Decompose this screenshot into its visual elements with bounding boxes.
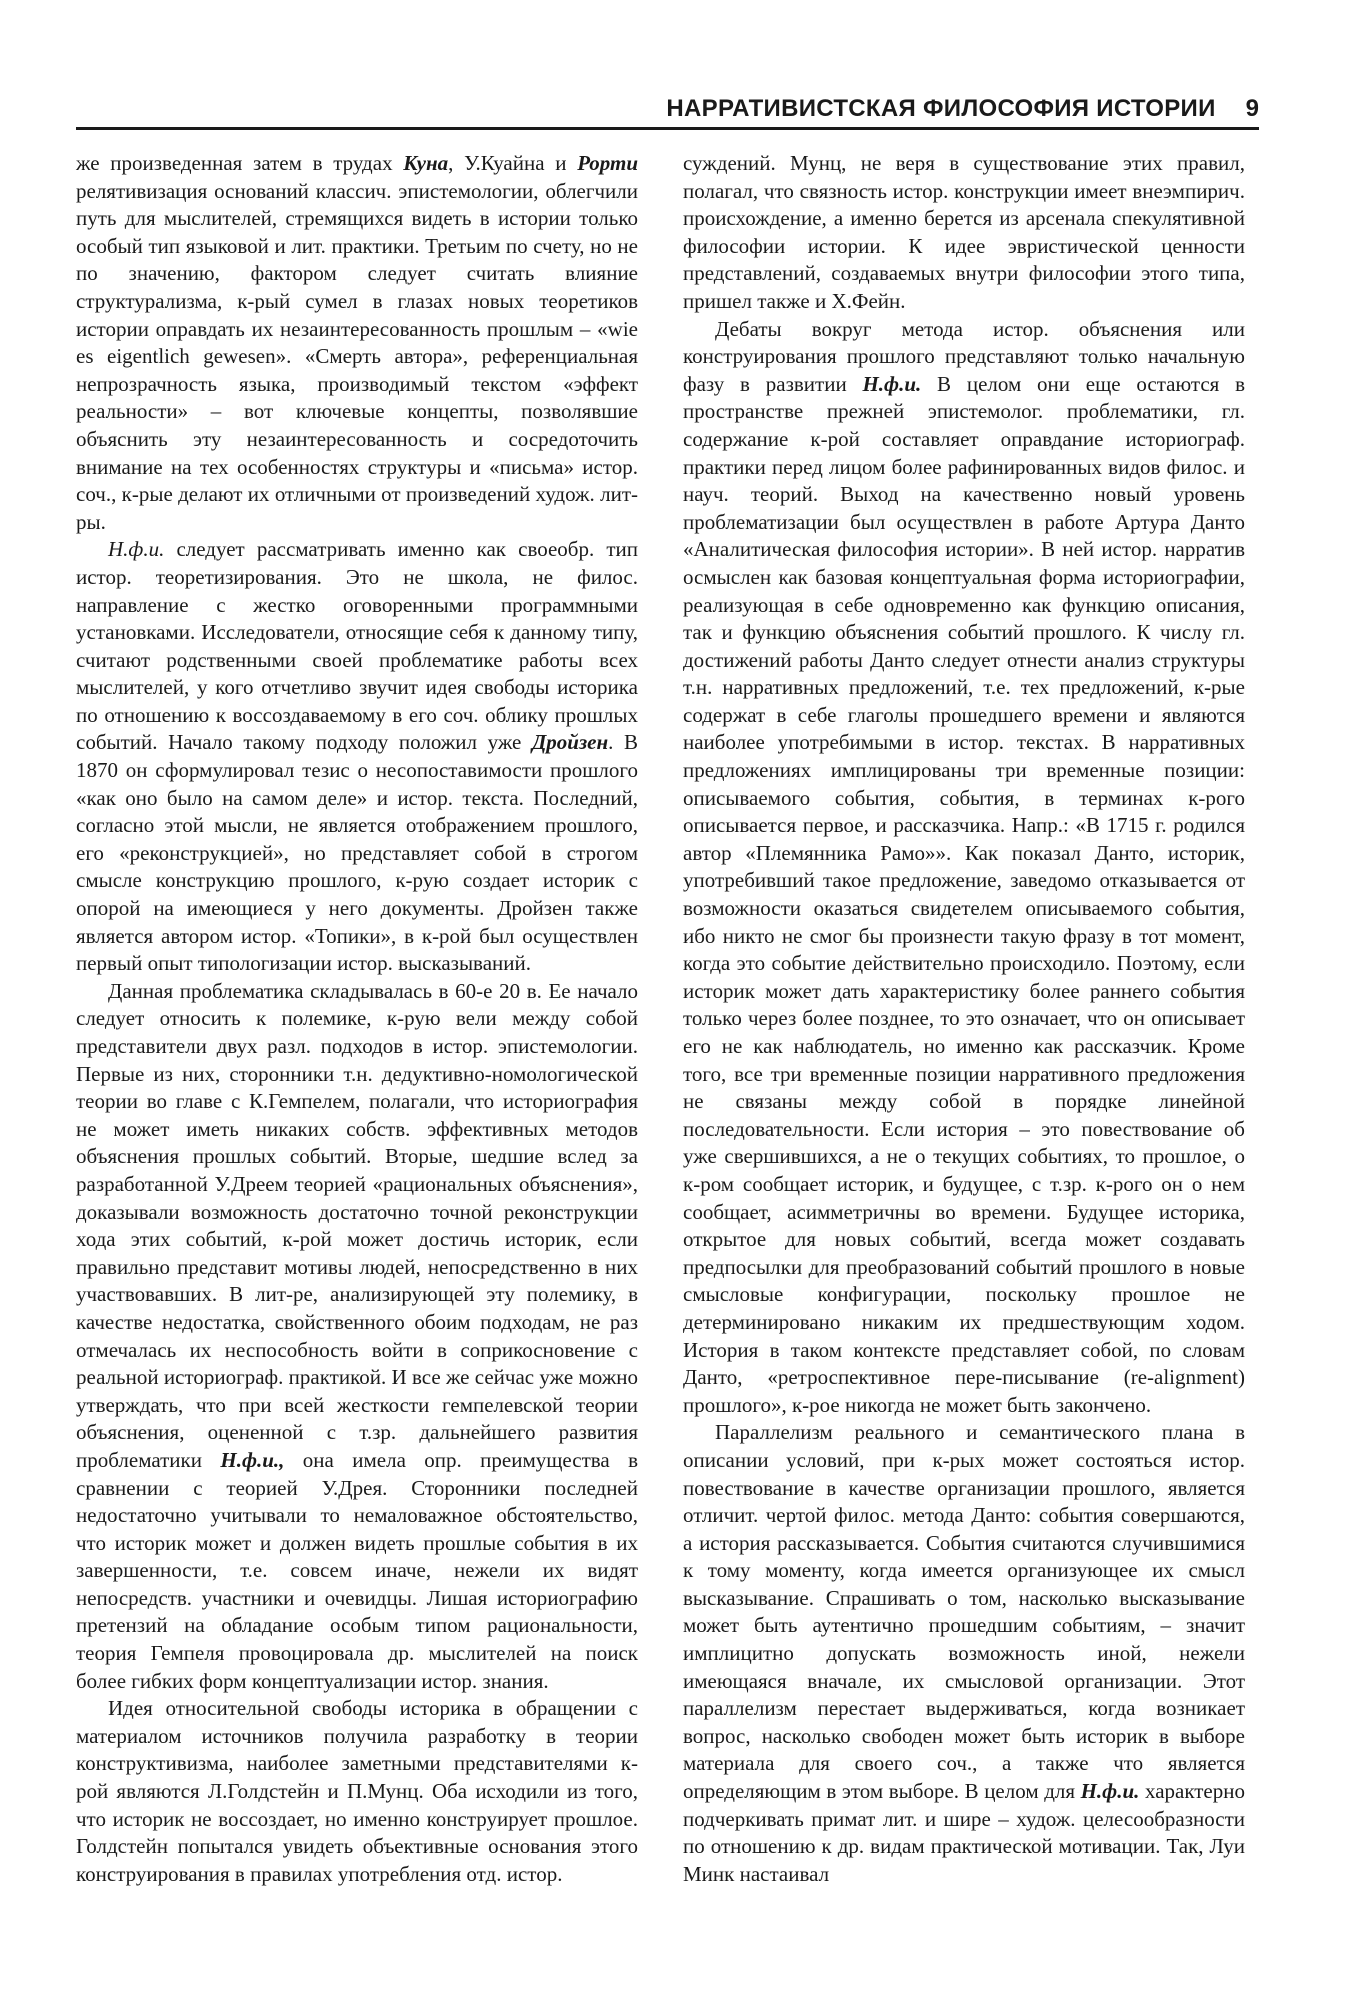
right-column bbox=[683, 150, 1246, 1886]
paragraph: Параллелизм реального и семантического плана в описании условий, при к-рых может состояться истор. повествование в качестве организации прошлого, является отличит. чертой филос. метода Данто: события совершаются, а история рассказывается. События считаются случившимися к тому моменту, когда имеется организующее их смысл высказывание. Спрашивать о том, насколько высказывание может быть аутентично прошедшим событиям, – значит имплицитно допускать возможность иной, нежели имеющаяся вначале, их смысловой организации. Этот параллелизм перестает выдерживаться, когда возникает вопрос, насколько свободен может быть историк в выборе материала для своего соч., а также что является определяющим в этом выборе. В целом для Н.ф.и. характерно подчеркивать примат лит. и шире – худож. целесообразности по отношению к др. видам практической мотивации. Так, Луи Минк настаивал bbox=[683, 1420, 1245, 1886]
term-abbrev: Н.ф.и. bbox=[1080, 1779, 1140, 1804]
paragraph: Данная проблематика складывалась в 60-е 20 в. Ее начало следует относить к полемике, к-рую вели между собой представители двух разл. подходов в истор. эпистемологии. Первые из них, сторонники т.н. дедуктивно-номологической теории во главе с К.Гемпелем, полагали, что историография не может иметь никаких собств. эффективных методов объяснения прошлых событий. Вторые, шедшие вслед за разработанной У.Дреем теорией «рациональных объяснения», доказывали возможность достаточно точной реконструкции хода этих событий, к-рой может достичь историк, если правильно представит мотивы людей, непосредственно в них участвовавших. В лит-ре, анализирующей эту полемику, в качестве недостатка, свойственного обоим подходам, не раз отмечалась их неспособность войти в соприкосновение с реальной историограф. практикой. И все же сейчас уже можно утверждать, что при всей жесткости гемпелевской теории объяснения, оцененной с т.зр. дальнейшего развития проблематики Н.ф.и., она имела опр. преимущества в сравнении с теорией У.Дрея. Сторонники последней недостаточно учитывали то немаловажное обстоятельство, что историк может и должен видеть прошлые события в их завершенности, т.е. совсем иначе, нежели их видят непосредств. участники и очевидцы. Лишая историографию претензий на обладание особым типом рациональности, теория Гемпеля провоцировала др. мыслителей на поиск более гибких форм концептуализации истор. знания. bbox=[76, 978, 639, 1693]
page-number: 9 bbox=[1245, 95, 1259, 122]
author-name: Куна bbox=[403, 151, 449, 175]
left-column bbox=[76, 150, 639, 1886]
running-header bbox=[76, 92, 1259, 130]
paragraph: же произведенная затем в трудах Куна, У.Куайна и Рорти релятивизация оснований классич. эпистемологии, облегчили путь для мыслителей, стремящихся видеть в истории только особый тип языковой и лит. практики. Третьим по счету, но не по значению, фактором следует считать влияние структурализма, к-рый сумел в глазах новых теоретиков истории оправдать их незаинтересованность прошлым – «wie es eigentlich gewesen». «Смерть автора», референциальная непрозрачность языка, производимый текстом «эффект реальности» – вот ключевые концепты, позволявшие объяснить эту незаинтересованность и сосредоточить внимание на тех особенностях структуры и «письма» истор. соч., к-рые делают их отличными от произведений худож. лит-ры. bbox=[76, 151, 638, 534]
paragraph: Дебаты вокруг метода истор. объяснения или конструирования прошлого представляют только начальную фазу в развитии Н.ф.и. В целом они еще остаются в пространстве прежней эпистемолог. проблематики, гл. содержание к-рой составляет оправдание историограф. практики перед лицом более рафинированных видов филос. и науч. теорий. Выход на качественно новый уровень проблематизации был осуществлен в работе Артура Данто «Аналитическая философия истории». В ней истор. нарратив осмыслен как базовая концептуальная форма историографии, реализующая в себе одновременно как функцию описания, так и функцию объяснения событий прошлого. К числу гл. достижений работы Данто следует отнести анализ структуры т.н. нарративных предложений, т.е. тех предложений, к-рые содержат в себе глаголы прошедшего времени и являются наиболее употребимыми в истор. текстах. В нарративных предложениях имплицированы три временные позиции: описываемого события, события, в терминах к-рого описывается первое, и рассказчика. Напр.: «В 1715 г. родился автор «Племянника Рамо»». Как показал Данто, историк, употребивший такое предложение, заведомо отказывается от возможности оказаться свидетелем описываемого события, ибо никто не смог бы произнести такую фразу в тот момент, когда это событие действительно происходило. Поэтому, если историк может дать характеристику более раннего события только через более позднее, то это означает, что он описывает его не как наблюдатель, но именно как рассказчик. Кроме того, все три временные позиции нарративного предложения не связаны между собой в порядке линейной последовательности. Если история – это повествование об уже свершившихся, а не о текущих событиях, то прошлое, о к-ром сообщает историк, и будущее, с т.зр. к-рого он о нем сообщает, асимметричны во времени. Будущее историка, открытое для новых событий, всегда может создавать предпосылки для преобразований событий прошлого в новые смысловые конфигурации, поскольку прошлое не детерминировано никаким их предшествующим ходом. История в таком контексте представляет собой, по словам Данто, «ретроспективное пере-писывание (re-alignment) прошлого», к-рое никогда не может быть закончено. bbox=[683, 316, 1246, 1417]
term-abbrev: Н.ф.и. bbox=[108, 537, 165, 562]
paragraph: Н.ф.и. следует рассматривать именно как своеобр. тип истор. теоретизирования. Это не школа, не филос. направление с жестко оговоренными программными установками. Исследователи, относящие себя к данному типу, считают родственными своей проблематике работы всех мыслителей, у кого отчетливо звучит идея свободы историка по отношению к воссоздаваемому в его соч. облику прошлых событий. Начало такому подходу положил уже Дройзен. В 1870 он сформулировал тезис о несопоставимости прошлого «как оно было на самом деле» и истор. текста. Последний, согласно этой мысли, не является отображением прошлого, его «реконструкцией», но представляет собой в строгом смысле конструкцию прошлого, к-рую создает историк с опорой на имеющиеся у него документы. Дройзен также является автором истор. «Топики», в к-рой был осуществлен первый опыт типологизации истор. высказываний. bbox=[76, 537, 638, 976]
paragraph: Идея относительной свободы историка в обращении с материалом источников получила разработку в теории конструктивизма, наиболее заметными представителями к-рой являются Л.Голдстейн и П.Мунц. Оба исходили из того, что историк не воссоздает, но именно конструирует прошлое. Голдстейн попытался увидеть объективные основания этого конструирования в правилах употребления отд. истор. bbox=[76, 1696, 638, 1886]
author-name: Дройзен bbox=[531, 730, 609, 755]
term-abbrev: Н.ф.и., bbox=[220, 1447, 285, 1472]
author-name: Рорти bbox=[577, 151, 638, 175]
term-abbrev: Н.ф.и. bbox=[862, 371, 922, 396]
paragraph: суждений. Мунц, не веря в существование этих правил, полагал, что связность истор. конструкции имеет внеэмпирич. происхождение, а именно берется из арсенала спекулятивной философии истории. К идее эвристической ценности представлений, создаваемых внутри философии этого типа, пришел также и Х.Фейн. bbox=[683, 151, 1245, 313]
header-title: НАРРАТИВИСТСКАЯ ФИЛОСОФИЯ ИСТОРИИ bbox=[666, 95, 1216, 122]
